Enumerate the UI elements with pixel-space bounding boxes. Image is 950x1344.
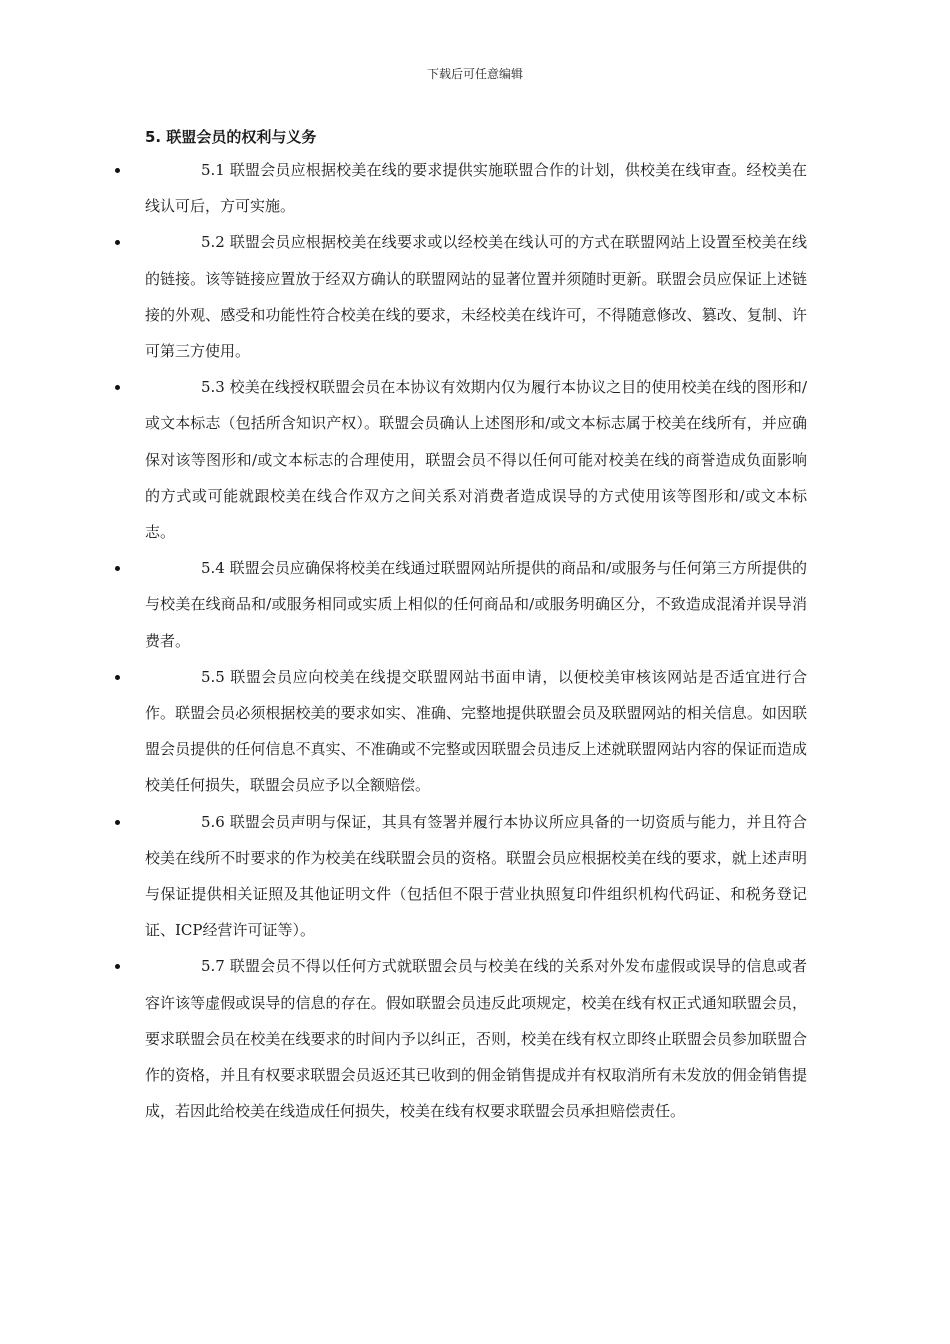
bullet-icon <box>115 168 120 173</box>
bullet-icon <box>115 964 120 969</box>
clause-text: 5.1 联盟会员应根据校美在线的要求提供实施联盟合作的计划，供校美在线审查。经校美在线认可后，方可实施。 <box>145 161 807 216</box>
clause-text: 5.5 联盟会员应向校美在线提交联盟网站书面申请，以便校美审核该网站是否适宜进行合作。联盟会员必须根据校美的要求如实、准确、完整地提供联盟会员及联盟网站的相关信息。如因联盟会员提供的任何信息不真实、不准确或不完整或因联盟会员违反上述就联盟网站内容的保证而造成校美任何损失，联盟会员应予以全额赔偿。 <box>145 667 807 795</box>
clause-5-7 <box>145 948 807 1129</box>
page-header: 下载后可任意编辑 <box>426 67 523 81</box>
clause-text: 5.2 联盟会员应根据校美在线要求或以经校美在线认可的方式在联盟网站上设置至校美在线的链接。该等链接应置放于经双方确认的联盟网站的显著位置并须随时更新。联盟会员应保证上述链接的外观、感受和功能性符合校美在线的要求，未经校美在线许可，不得随意修改、篡改、复制、许可第三方使用。 <box>145 233 807 361</box>
section-title: 5. 联盟会员的权利与义务 <box>145 128 317 146</box>
clause-text: 5.4 联盟会员应确保将校美在线通过联盟网站所提供的商品和/或服务与任何第三方所提供的与校美在线商品和/或服务相同或实质上相似的任何商品和/或服务明确区分，不致造成混淆并误导消费者。 <box>145 559 807 650</box>
clause-5-6 <box>145 804 807 949</box>
clause-5-1 <box>145 152 807 224</box>
clause-5-4 <box>145 550 807 659</box>
clause-5-2 <box>145 224 807 369</box>
clause-5-5 <box>145 659 807 804</box>
document-body <box>145 126 807 1129</box>
clause-list <box>145 152 807 1129</box>
clause-text: 5.3 校美在线授权联盟会员在本协议有效期内仅为履行本协议之目的使用校美在线的图形和/或文本标志（包括所含知识产权）。联盟会员确认上述图形和/或文本标志属于校美在线所有，并应确保对该等图形和/或文本标志的合理使用，联盟会员不得以任何可能对校美在线的商誉造成负面影响的方式或可能就跟校美在线合作双方之间关系对消费者造成误导的方式使用该等图形和/或文本标志。 <box>145 378 807 542</box>
bullet-icon <box>115 240 120 245</box>
bullet-icon <box>115 675 120 680</box>
bullet-icon <box>115 385 120 390</box>
bullet-icon <box>115 566 120 571</box>
clause-text: 5.7 联盟会员不得以任何方式就联盟会员与校美在线的关系对外发布虚假或误导的信息或者容许该等虚假或误导的信息的存在。假如联盟会员违反此项规定，校美在线有权正式通知联盟会员，要求联盟会员在校美在线要求的时间内予以纠正，否则，校美在线有权立即终止联盟会员参加联盟合作的资格，并且有权要求联盟会员返还其已收到的佣金销售提成并有权取消所有未发放的佣金销售提成，若因此给校美在线造成任何损失，校美在线有权要求联盟会员承担赔偿责任。 <box>145 957 807 1121</box>
bullet-icon <box>115 820 120 825</box>
clause-text: 5.6 联盟会员声明与保证，其具有签署并履行本协议所应具备的一切资质与能力，并且符合校美在线所不时要求的作为校美在线联盟会员的资格。联盟会员应根据校美在线的要求，就上述声明与保证提供相关证照及其他证明文件（包括但不限于营业执照复印件组织机构代码证、和税务登记证、ICP经营许可证等）。 <box>145 812 807 940</box>
clause-5-3 <box>145 369 807 550</box>
